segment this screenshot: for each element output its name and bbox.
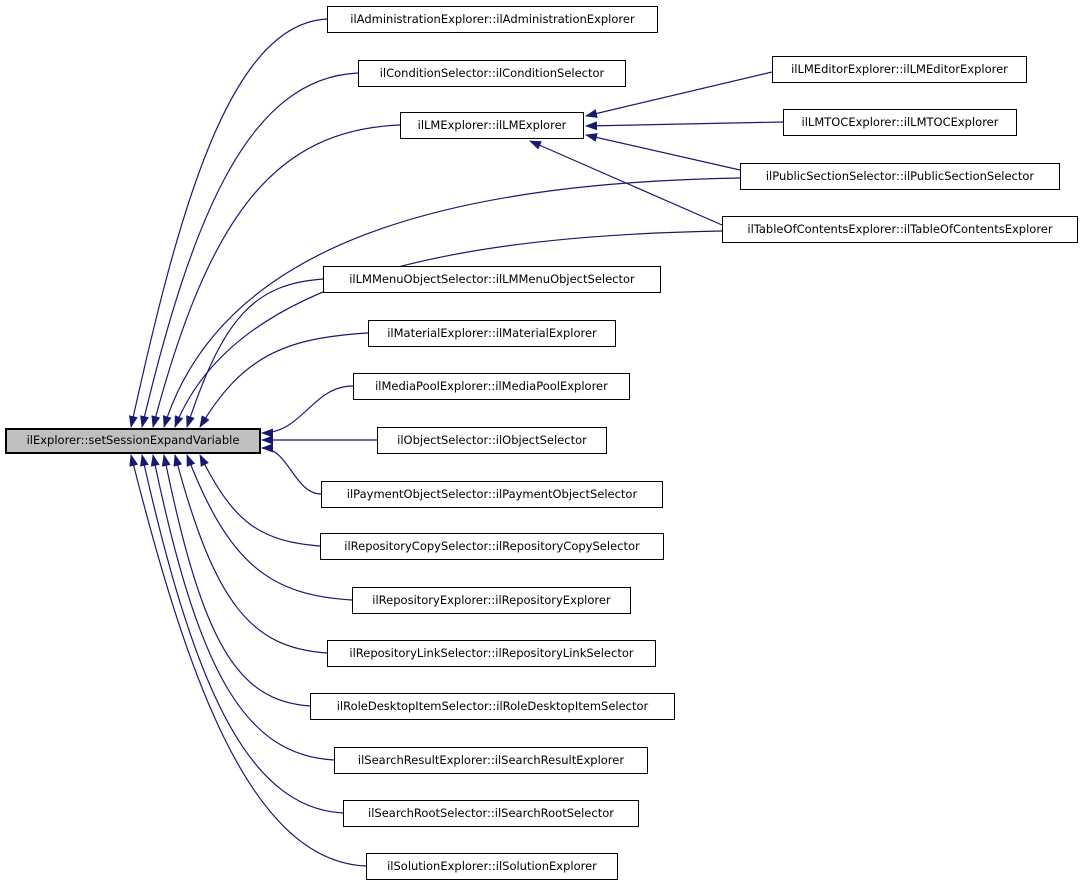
edge-mediapool-to-main [262, 386, 353, 433]
graph-node-objectselector[interactable]: ilObjectSelector::ilObjectSelector [377, 427, 607, 454]
graph-node-lmeditor[interactable]: ilLMEditorExplorer::ilLMEditorExplorer [772, 56, 1027, 83]
edge-material-to-main [200, 333, 368, 427]
graph-node-repolink[interactable]: ilRepositoryLinkSelector::ilRepositoryLinkSelector [327, 640, 656, 667]
edge-publicsection-to-lmexplorer [586, 135, 740, 170]
graph-node-material[interactable]: ilMaterialExplorer::ilMaterialExplorer [368, 320, 616, 347]
edge-tableofcontents-to-lmexplorer [530, 141, 722, 225]
graph-node-mediapool[interactable]: ilMediaPoolExplorer::ilMediaPoolExplorer [353, 373, 630, 400]
graph-node-repocopy[interactable]: ilRepositoryCopySelector::ilRepositoryCopySelector [320, 533, 664, 560]
edge-payment-to-main [262, 448, 321, 494]
graph-node-payment[interactable]: ilPaymentObjectSelector::ilPaymentObjectSelector [321, 481, 663, 508]
edge-repocopy-to-main [200, 455, 320, 546]
graph-node-searchresult[interactable]: ilSearchResultExplorer::ilSearchResultExplorer [334, 747, 648, 774]
graph-node-searchroot[interactable]: ilSearchRootSelector::ilSearchRootSelector [343, 800, 639, 827]
graph-node-roledesktop[interactable]: ilRoleDesktopItemSelector::ilRoleDesktopItemSelector [310, 693, 675, 720]
edge-searchresult-to-main [153, 455, 334, 760]
graph-node-condition[interactable]: ilConditionSelector::ilConditionSelector [358, 60, 626, 87]
graph-node-solution[interactable]: ilSolutionExplorer::ilSolutionExplorer [366, 853, 618, 880]
graph-node-publicsection[interactable]: ilPublicSectionSelector::ilPublicSectionSelector [740, 163, 1060, 190]
graph-node-lmtoc[interactable]: ilLMTOCExplorer::ilLMTOCExplorer [783, 109, 1017, 136]
graph-node-lmexplorer[interactable]: ilLMExplorer::ilLMExplorer [400, 112, 584, 139]
edge-administration-to-main [131, 19, 327, 427]
graph-node-main: ilExplorer::setSessionExpandVariable [5, 428, 261, 454]
edge-lmtoc-to-lmexplorer [586, 122, 783, 126]
graph-node-lmmenu[interactable]: ilLMMenuObjectSelector::ilLMMenuObjectSelector [323, 266, 661, 293]
edge-searchroot-to-main [142, 455, 343, 813]
graph-node-tableofcontents[interactable]: ilTableOfContentsExplorer::ilTableOfContentsExplorer [722, 216, 1078, 243]
graph-node-administration[interactable]: ilAdministrationExplorer::ilAdministrationExplorer [327, 6, 658, 33]
graph-node-repoexplorer[interactable]: ilRepositoryExplorer::ilRepositoryExplorer [352, 587, 631, 614]
